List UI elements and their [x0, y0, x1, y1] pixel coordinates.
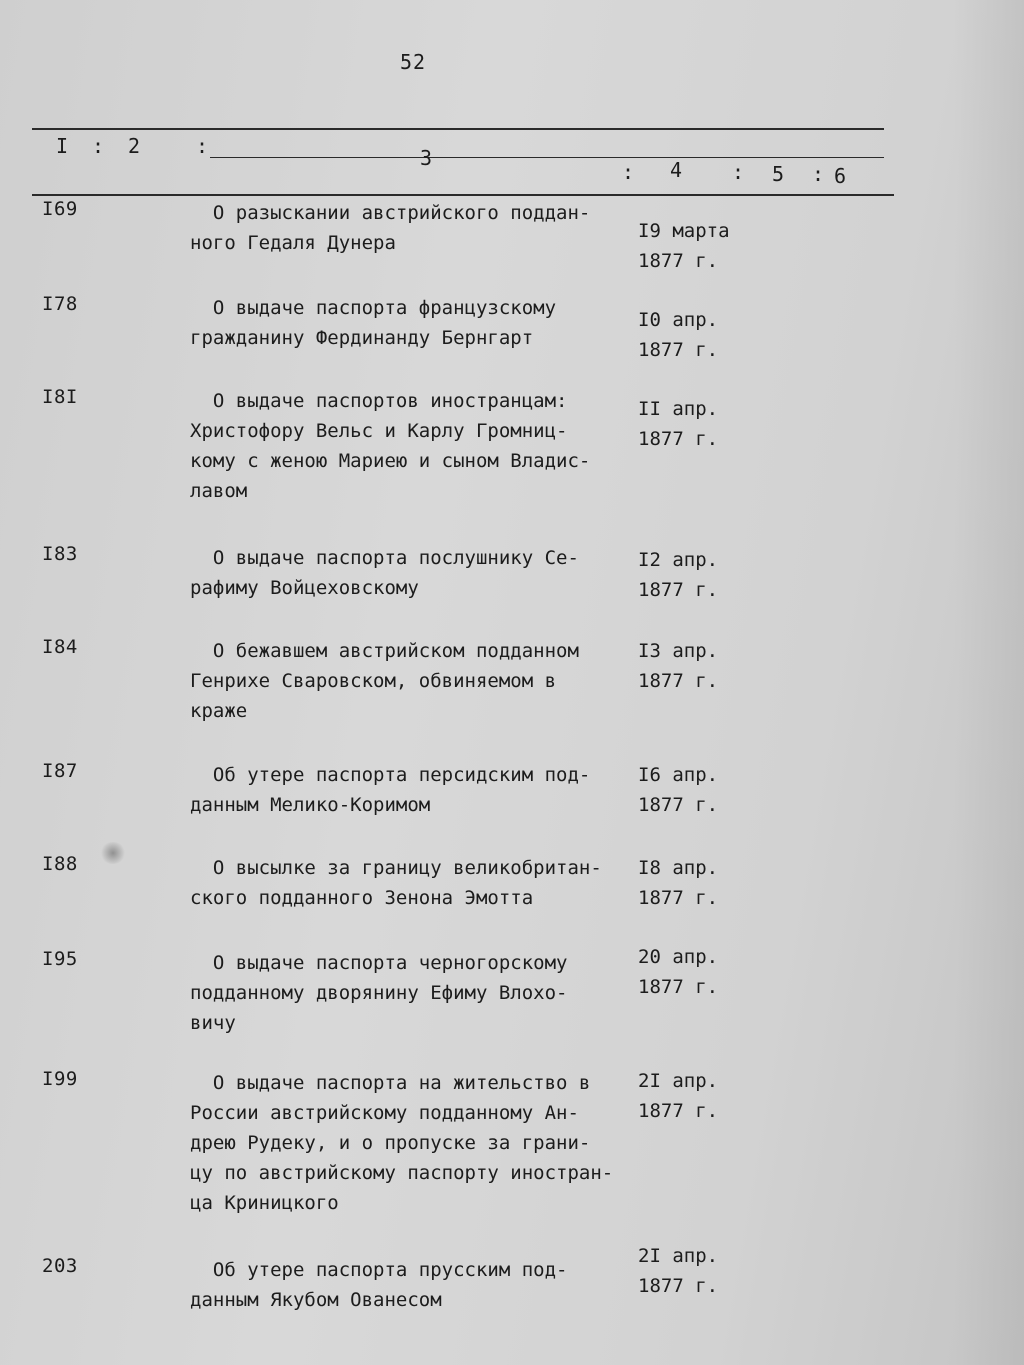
column-header-6: 6 — [834, 164, 847, 188]
column-header-5: 5 — [772, 162, 785, 186]
description-line: цу по австрийскому паспорту иностран- — [190, 1162, 614, 1184]
column-separator: : — [812, 162, 825, 186]
entry-description — [190, 948, 640, 1038]
date-line: 1877 г. — [638, 428, 719, 450]
description-line: О выдаче паспортов иностранцам: — [190, 390, 568, 412]
entry-description — [190, 636, 640, 726]
date-line: 1877 г. — [638, 794, 719, 816]
description-line: кому с женою Мариею и сыном Владис- — [190, 450, 591, 472]
date-line: I9 марта — [638, 220, 730, 242]
date-line: 1877 г. — [638, 670, 719, 692]
description-line: Генрихе Сваровском, обвиняемом в — [190, 670, 557, 692]
entry-number: 203 — [42, 1255, 78, 1277]
entry-description — [190, 543, 640, 603]
description-line: гражданину Фердинанду Бернгарт — [190, 327, 534, 349]
entry-date — [638, 305, 758, 365]
description-line: Об утере паспорта персидским под- — [190, 764, 591, 786]
column-separator: : — [622, 160, 635, 184]
date-line: 1877 г. — [638, 1100, 719, 1122]
date-line: II апр. — [638, 398, 719, 420]
entry-date — [638, 545, 758, 605]
entry-date — [638, 1241, 758, 1301]
column-header-4: 4 — [670, 158, 683, 182]
description-line: О выдаче паспорта черногорскому — [190, 952, 568, 974]
entry-date — [638, 1066, 758, 1126]
entry-number: I88 — [42, 853, 78, 875]
entry-number: I99 — [42, 1068, 78, 1090]
entry-description — [190, 853, 640, 913]
entry-number: I83 — [42, 543, 78, 565]
column-separator: : — [92, 134, 105, 158]
description-line: краже — [190, 700, 248, 722]
entry-description — [190, 760, 640, 820]
description-line: О выдаче паспорта французскому — [190, 297, 557, 319]
entry-date — [638, 636, 758, 696]
description-line: О бежавшем австрийском подданном — [190, 640, 579, 662]
entry-date — [638, 216, 758, 276]
date-line: I3 апр. — [638, 640, 719, 662]
entry-number: I95 — [42, 948, 78, 970]
entry-number: I78 — [42, 293, 78, 315]
description-line: О разыскании австрийского поддан- — [190, 202, 591, 224]
date-line: 20 апр. — [638, 946, 719, 968]
description-line: О высылке за границу великобритан- — [190, 857, 602, 879]
date-line: 2I апр. — [638, 1070, 719, 1092]
date-line: 1877 г. — [638, 1275, 719, 1297]
column-header-1: I — [56, 134, 69, 158]
description-line: России австрийскому подданному Ан- — [190, 1102, 579, 1124]
entry-description — [190, 386, 640, 506]
description-line: дрею Рудеку, и о пропуске за грани- — [190, 1132, 591, 1154]
column-separator: : — [196, 134, 209, 158]
entry-description — [190, 1068, 640, 1218]
date-line: 1877 г. — [638, 250, 719, 272]
entry-date — [638, 394, 758, 454]
ink-smudge — [100, 842, 126, 864]
date-line: I2 апр. — [638, 549, 719, 571]
header-rule-bottom — [32, 194, 894, 196]
entry-number: I8I — [42, 386, 78, 408]
header-rule-top — [32, 128, 884, 130]
description-line: Христофору Вельс и Карлу Громниц- — [190, 420, 568, 442]
description-line: рафиму Войцеховскому — [190, 577, 419, 599]
description-line: О выдаче паспорта на жительство в — [190, 1072, 591, 1094]
entry-description — [190, 198, 640, 258]
column-header-2: 2 — [128, 134, 141, 158]
entry-date — [638, 942, 758, 1002]
entry-date — [638, 760, 758, 820]
date-line: 1877 г. — [638, 339, 719, 361]
page-number: 52 — [400, 50, 427, 74]
description-line: Об утере паспорта прусским под- — [190, 1259, 568, 1281]
description-line: подданному дворянину Ефиму Влохо- — [190, 982, 568, 1004]
page-edge-shadow — [954, 0, 1024, 1365]
entry-date — [638, 853, 758, 913]
description-line: лавом — [190, 480, 248, 502]
column-header-3: 3 — [420, 146, 433, 170]
date-line: 1877 г. — [638, 976, 719, 998]
entry-number: I87 — [42, 760, 78, 782]
column-separator: : — [732, 160, 745, 184]
description-line: ского подданного Зенона Эмотта — [190, 887, 534, 909]
description-line: данным Мелико-Коримом — [190, 794, 431, 816]
date-line: I0 апр. — [638, 309, 719, 331]
date-line: 1877 г. — [638, 887, 719, 909]
date-line: 1877 г. — [638, 579, 719, 601]
description-line: данным Якубом Ованесом — [190, 1289, 442, 1311]
description-line: ного Гедаля Дунера — [190, 232, 396, 254]
date-line: I8 апр. — [638, 857, 719, 879]
entry-description — [190, 293, 640, 353]
description-line: ца Криницкого — [190, 1192, 339, 1214]
description-line: вичу — [190, 1012, 236, 1034]
entry-number: I69 — [42, 198, 78, 220]
description-line: О выдаче паспорта послушнику Се- — [190, 547, 579, 569]
header-rule-middle — [210, 157, 884, 158]
entry-description — [190, 1255, 640, 1315]
entry-number: I84 — [42, 636, 78, 658]
date-line: I6 апр. — [638, 764, 719, 786]
date-line: 2I апр. — [638, 1245, 719, 1267]
